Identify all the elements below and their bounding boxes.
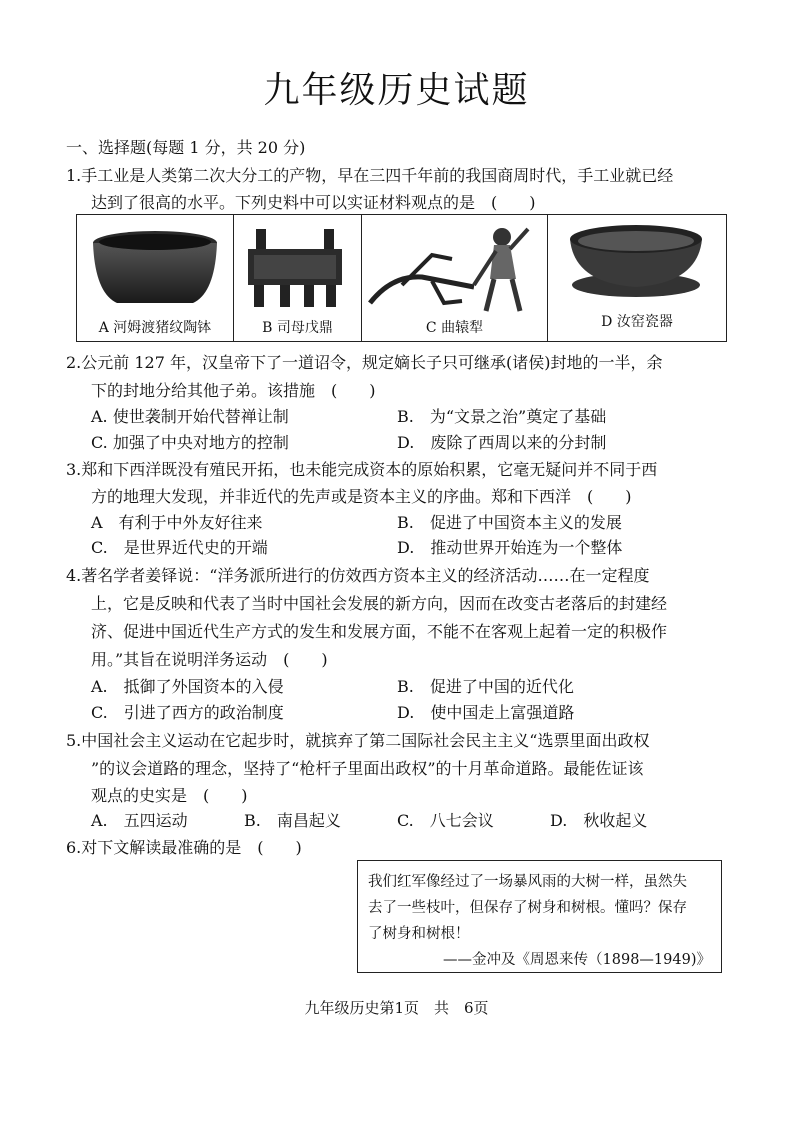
quote-line2: 去了一些枝叶，但保存了树身和树根。懂吗？保存 (368, 900, 687, 916)
q1-stem-line2: 达到了很高的水平。下列史料中可以实证材料观点的是 ( ) (91, 193, 536, 212)
q3-stem-line2: 方的地理大发现，并非近代的先声或是资本主义的序曲。郑和下西洋 ( ) (91, 487, 632, 506)
option-c-image (362, 214, 548, 342)
page-footer: 九年级历史第1页 共 6页 (304, 999, 489, 1017)
q6-stem: 6.对下文解读最准确的是 ( ) (66, 838, 302, 857)
q1-stem-line1: 1.手工业是人类第二次大分工的产物，早在三四千年前的我国商周时代，手工业就已经 (66, 166, 674, 185)
q2-option-c: C. 加强了中央对地方的控制 (91, 433, 289, 452)
q2-option-b: B. 为“文景之治”奠定了基础 (397, 407, 607, 426)
q4-option-d: D. 使中国走上富强道路 (397, 703, 575, 722)
quote-line1: 我们红军像经过了一场暴风雨的大树一样，虽然失 (368, 874, 687, 890)
q5-stem-line3: 观点的史实是 ( ) (91, 786, 248, 805)
q2-option-d: D. 废除了西周以来的分封制 (397, 433, 607, 452)
q3-option-a: A 有利于中外友好往来 (91, 513, 263, 532)
quote-line3: 了树身和树根！ (368, 926, 470, 942)
q3-option-d: D. 推动世界开始连为一个整体 (397, 538, 623, 557)
q5-stem-line2: ”的议会道路的理念，坚持了“枪杆子里面出政权”的十月革命道路。最能佐证该 (91, 759, 644, 778)
quote-source: ——金冲及《周恩来传（1898—1949)》 (443, 952, 711, 968)
option-a-caption: A 河姆渡猪纹陶钵 (98, 320, 212, 336)
q4-stem-line1: 4.著名学者姜铎说：“洋务派所进行的仿效西方资本主义的经济活动……在一定程度 (66, 566, 650, 585)
q2-stem-line1: 2.公元前 127 年，汉皇帝下了一道诏令，规定嫡长子只可继承(诸侯)封地的一半，余 (66, 353, 663, 372)
q6-quote-box (357, 860, 722, 973)
q3-option-b: B. 促进了中国资本主义的发展 (397, 513, 622, 532)
q2-stem-line2: 下的封地分给其他子弟。该措施 ( ) (91, 381, 376, 400)
option-b-caption: B 司母戊鼎 (262, 320, 333, 336)
option-c-caption: C 曲辕犁 (425, 320, 484, 336)
q1-image-row (76, 214, 727, 342)
q4-stem-line3: 济、促进中国近代生产方式的发生和发展方面，不能不在客观上起着一定的积极作 (91, 622, 668, 641)
q5-option-d: D. 秋收起义 (550, 811, 648, 830)
option-d-caption: D 汝窑瓷器 (601, 314, 673, 330)
pottery-bowl-icon (77, 215, 233, 315)
q4-option-a: A. 抵御了外国资本的入侵 (91, 677, 284, 696)
q5-option-a: A. 五四运动 (91, 811, 188, 830)
option-a-image (76, 214, 234, 342)
q2-option-a: A. 使世袭制开始代替禅让制 (91, 407, 289, 426)
curved-plough-icon (362, 215, 546, 321)
q5-option-b: B. 南昌起义 (244, 811, 341, 830)
option-b-image (234, 214, 362, 342)
option-d-image (548, 214, 727, 342)
q4-stem-line2: 上，它是反映和代表了当时中国社会发展的新方向，因而在改变古老落后的封建经 (91, 594, 668, 613)
q3-option-c: C. 是世界近代史的开端 (91, 538, 268, 557)
q5-option-c: C. 八七会议 (397, 811, 494, 830)
ru-porcelain-bowl-icon (548, 215, 725, 315)
bronze-ding-icon (234, 215, 360, 315)
q4-option-b: B. 促进了中国的近代化 (397, 677, 574, 696)
q5-stem-line1: 5.中国社会主义运动在它起步时，就摈弃了第二国际社会民主主义“选票里面出政权 (66, 731, 650, 750)
q4-option-c: C. 引进了西方的政治制度 (91, 703, 284, 722)
q4-stem-line4: 用。”其旨在说明洋务运动 ( ) (91, 650, 328, 669)
page-title: 九年级历史试题 (263, 70, 530, 111)
q3-stem-line1: 3.郑和下西洋既没有殖民开拓，也未能完成资本的原始积累，它毫无疑问并不同于西 (66, 460, 658, 479)
section-heading: 一、选择题(每题 1 分，共 20 分) (66, 138, 306, 157)
